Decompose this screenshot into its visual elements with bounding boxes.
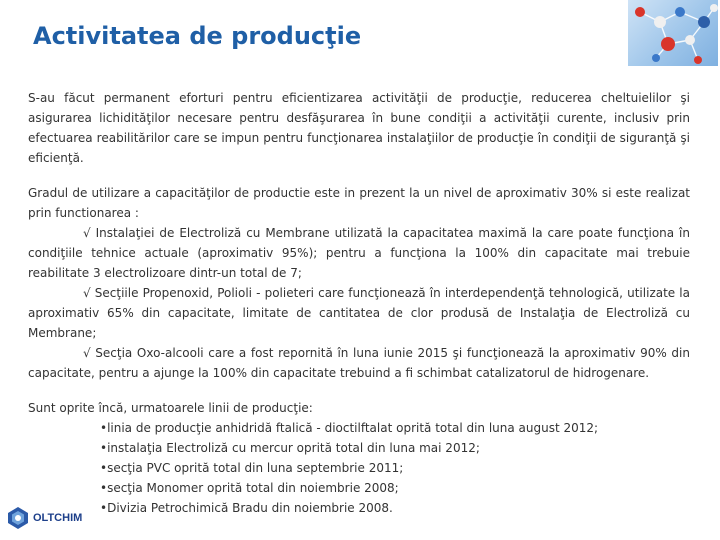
company-logo — [6, 506, 82, 530]
utilization-section — [28, 183, 690, 383]
stopped-list — [28, 418, 690, 518]
utilization-lead: Gradul de utilizare a capacităţilor de productie este in prezent la un nivel de aproximativ 30% si este realizat prin functionarea : — [28, 186, 690, 220]
utilization-item: √ Instalaţiei de Electroliză cu Membrane utilizată la capacitatea maximă la care poate funcţiona în condiţiile tehnice actuale (aproximativ 95%); pentru a funcţiona la 100% din capacitate mai trebuie reabilitate 3 electrolizoare dintr-un total de 7; — [28, 226, 690, 280]
stopped-lead: Sunt oprite încă, urmatoarele linii de producţie: — [28, 401, 313, 415]
page-title: Activitatea de producţie — [33, 22, 362, 50]
molecule-icon — [628, 0, 718, 66]
content-body — [28, 88, 690, 533]
utilization-item: √ Secţia Oxo-alcooli care a fost repornită în luna iunie 2015 şi funcţionează la aproximativ 90% din capacitate, pentru a ajunge la 100% din capacitate trebuind a fi schimbat catalizatorul de hidrogenare. — [28, 346, 690, 380]
stopped-item: •secţia PVC oprită total din luna septembrie 2011; — [100, 461, 404, 475]
logo-text: OLTCHIM — [33, 512, 83, 524]
intro-paragraph: S-au făcut permanent eforturi pentru eficientizarea activităţii de producţie, reducerea cheltuielilor şi asigurarea lichidităţilor necesare pentru desfăşurarea în bune condiţii a activităţii curente, inclusiv prin efectuarea reabilitărilor care se impun pentru funcţionarea instalaţiilor de producţie în condiţii de siguranţă şi eficienţă. — [28, 91, 690, 165]
stopped-item: •linia de producţie anhidridă ftalică - dioctilftalat oprită total din luna august 2012; — [100, 421, 599, 435]
oltchim-logo-icon — [6, 506, 30, 530]
stopped-section — [28, 398, 690, 518]
stopped-item: •instalaţia Electroliză cu mercur oprită total din luna mai 2012; — [100, 441, 480, 455]
stopped-item: •Divizia Petrochimică Bradu din noiembrie 2008. — [100, 501, 393, 515]
stopped-item: •secţia Monomer oprită total din noiembrie 2008; — [100, 481, 399, 495]
utilization-item: √ Secţiile Propenoxid, Polioli - polieteri care funcţionează în interdependenţă tehnologică, utilizate la aproximativ 65% din capacitate, limitate de cantitatea de clor produsă de Instalaţia de Electroliză cu Membrane; — [28, 286, 690, 340]
molecule-illustration — [628, 0, 718, 66]
